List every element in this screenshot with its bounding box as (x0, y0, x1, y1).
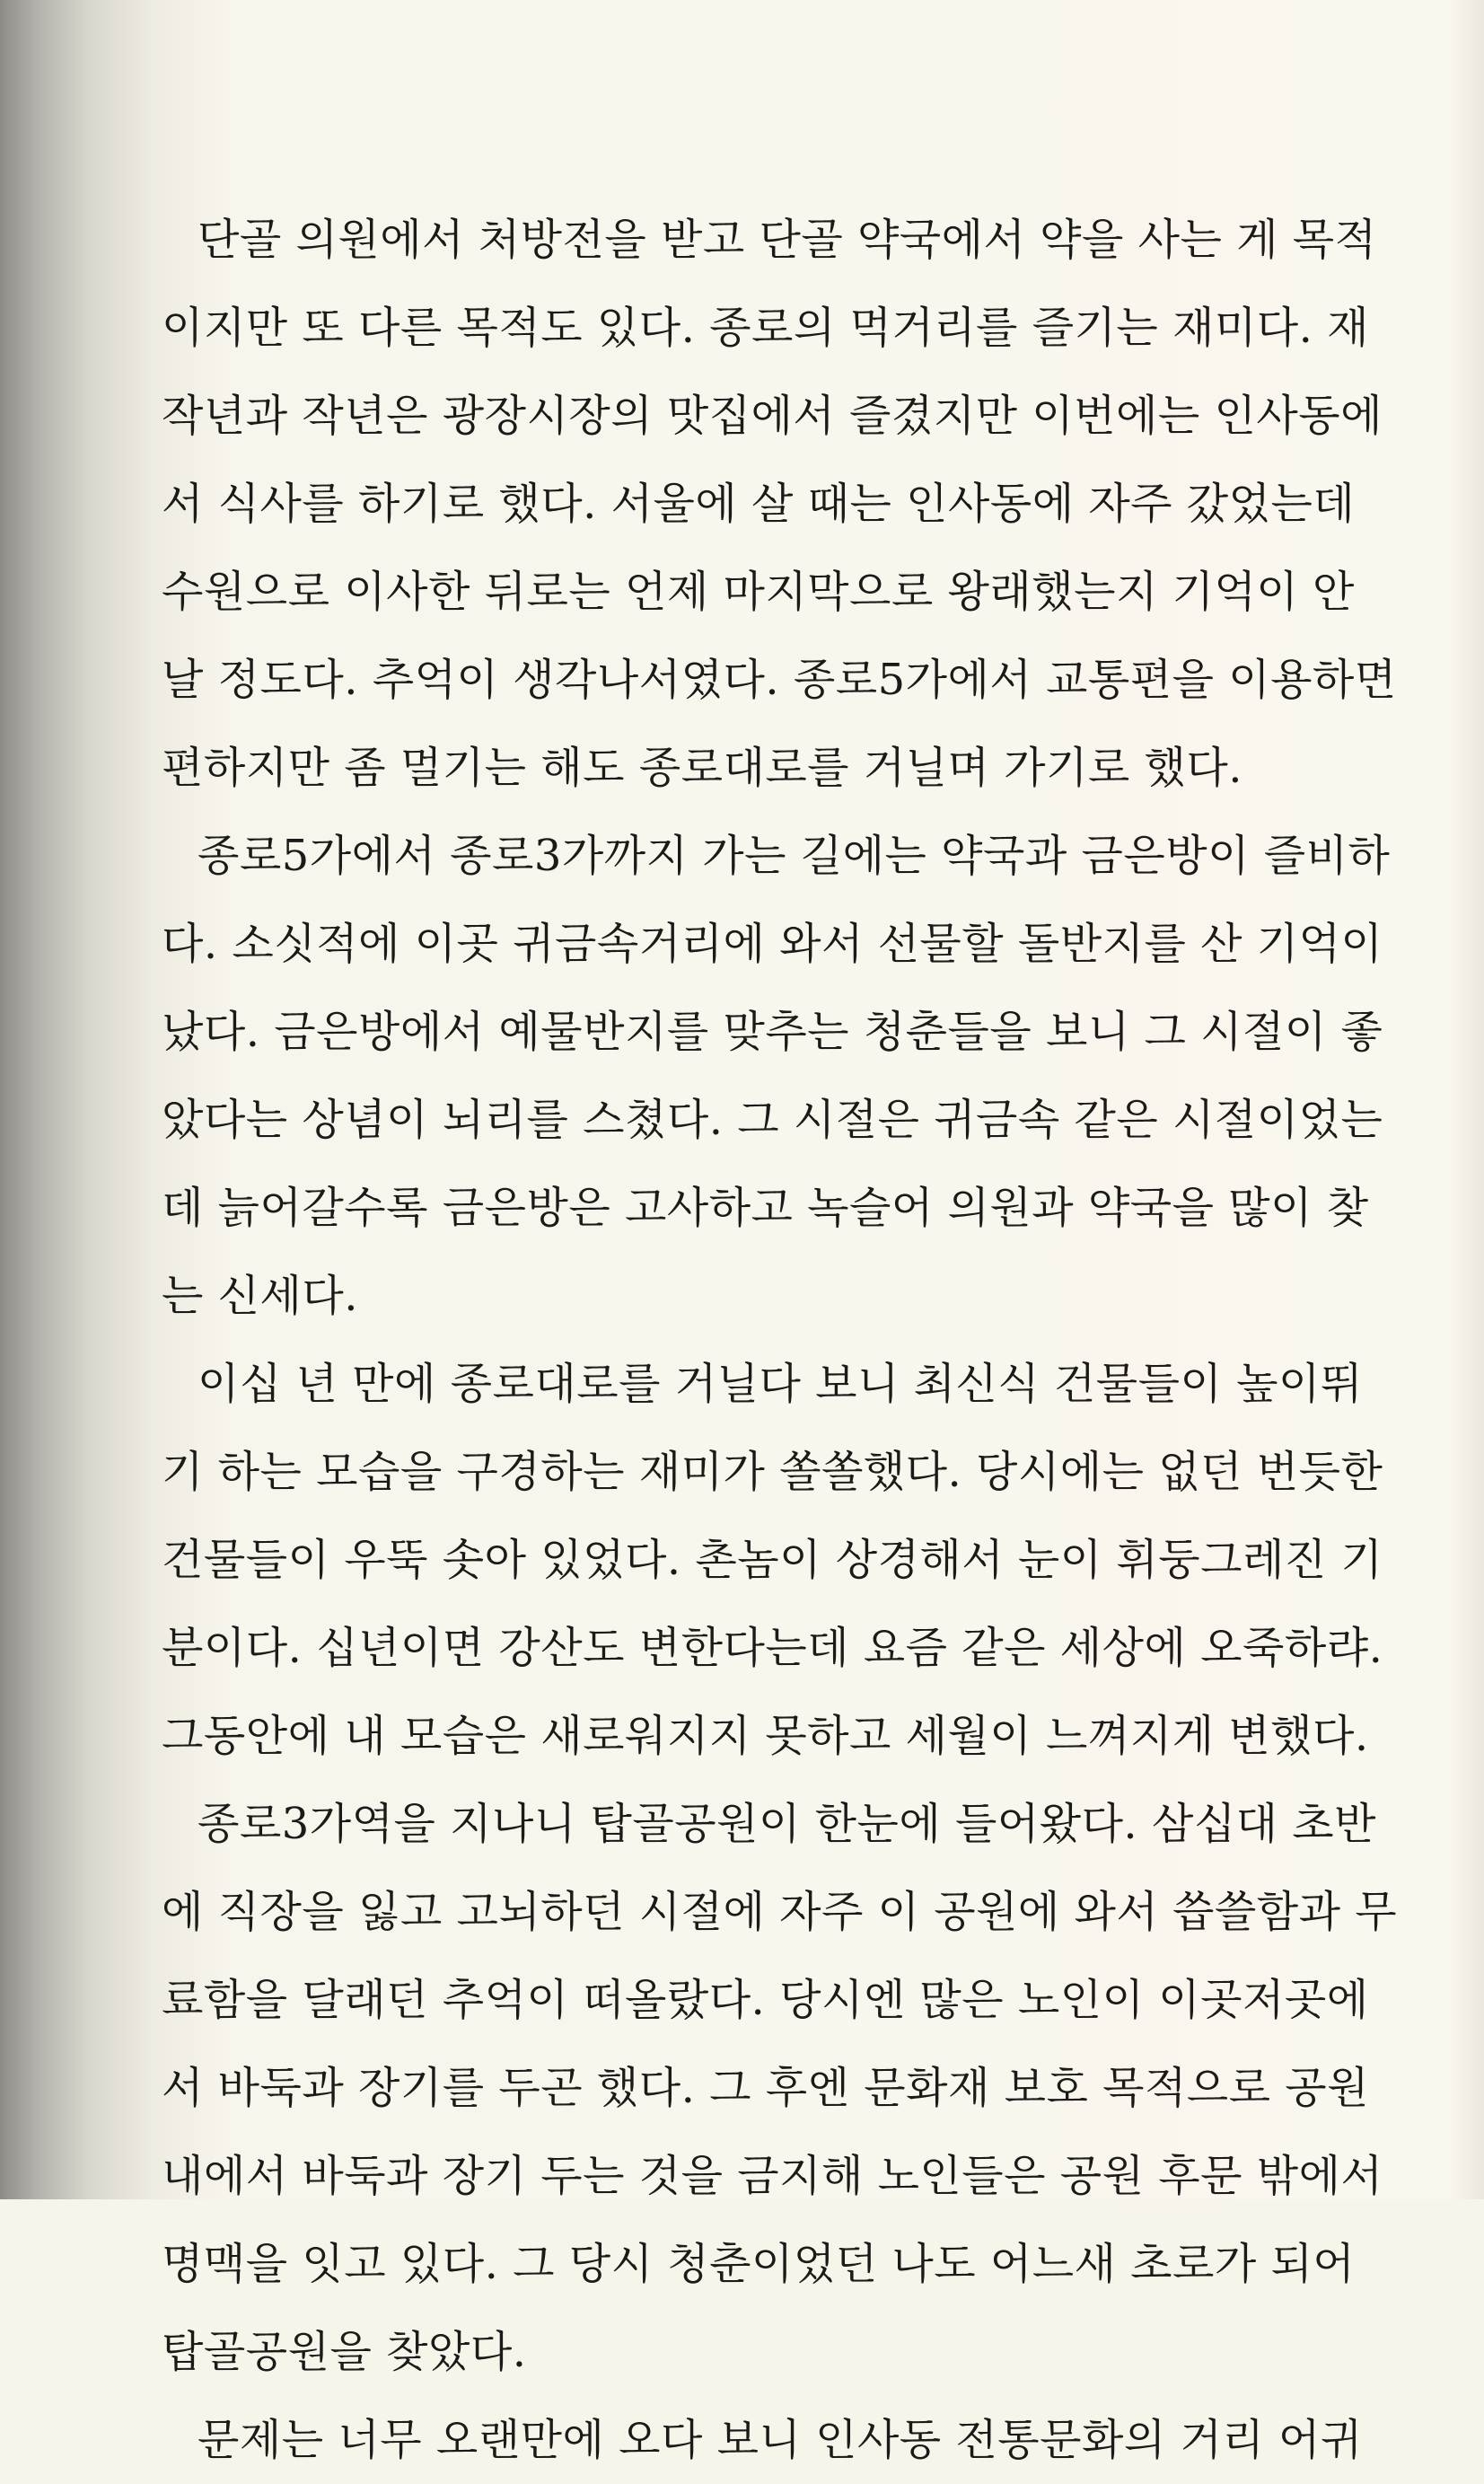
paragraph-3 (162, 1340, 1383, 1780)
text-line: 종로5가에서 종로3가까지 가는 길에는 약국과 금은방이 즐비하 (198, 831, 1391, 881)
paragraph-5 (162, 2396, 1363, 2484)
text-line: 단골 의원에서 처방전을 받고 단골 약국에서 약을 사는 게 목적 (198, 215, 1377, 265)
text-line: 날 정도다. 추억이 생각나서였다. 종로5가에서 교통편을 이용하면 (162, 655, 1397, 705)
text-line: 서 바둑과 장기를 두곤 했다. 그 후엔 문화재 보호 목적으로 공원 (162, 2063, 1370, 2113)
text-line: 았다는 상념이 뇌리를 스쳤다. 그 시절은 귀금속 같은 시절이었는 (162, 1095, 1383, 1145)
text-line: 분이다. 십년이면 강산도 변한다는데 요즘 같은 세상에 오죽하랴. (162, 1623, 1383, 1673)
body-text (162, 196, 1398, 2484)
text-line: 기 하는 모습을 구경하는 재미가 쏠쏠했다. 당시에는 없던 번듯한 (162, 1447, 1383, 1497)
text-line: 그동안에 내 모습은 새로워지지 못하고 세월이 느껴지게 변했다. (162, 1711, 1369, 1761)
text-line: 종로3가역을 지나니 탑골공원이 한눈에 들어왔다. 삼십대 초반 (198, 1799, 1377, 1849)
text-line: 건물들이 우뚝 솟아 있었다. 촌놈이 상경해서 눈이 휘둥그레진 기 (162, 1535, 1383, 1585)
text-line: 탑골공원을 찾았다. (162, 2327, 527, 2377)
text-line: 이십 년 만에 종로대로를 거닐다 보니 최신식 건물들이 높이뛰 (198, 1359, 1363, 1409)
text-line: 에 직장을 잃고 고뇌하던 시절에 자주 이 공원에 와서 씁쓸함과 무 (162, 1887, 1398, 1937)
text-line: 다. 소싯적에 이곳 귀금속거리에 와서 선물할 돌반지를 산 기억이 (162, 919, 1383, 969)
text-line: 문제는 너무 오랜만에 오다 보니 인사동 전통문화의 거리 어귀 (198, 2415, 1363, 2465)
text-line: 서 식사를 하기로 했다. 서울에 살 때는 인사동에 자주 갔었는데 (162, 479, 1356, 529)
paragraph-2 (162, 812, 1391, 1340)
text-line: 났다. 금은방에서 예물반지를 맞추는 청춘들을 보니 그 시절이 좋 (162, 1007, 1383, 1057)
text-line: 수원으로 이사한 뒤로는 언제 마지막으로 왕래했는지 기억이 안 (162, 567, 1355, 617)
text-line: 작년과 작년은 광장시장의 맛집에서 즐겼지만 이번에는 인사동에 (162, 391, 1383, 441)
text-line: 이지만 또 다른 목적도 있다. 종로의 먹거리를 즐기는 재미다. 재 (162, 303, 1370, 353)
text-line: 료함을 달래던 추억이 떠올랐다. 당시엔 많은 노인이 이곳저곳에 (162, 1975, 1369, 2025)
paragraph-4 (162, 1780, 1398, 2396)
paragraph-1 (162, 196, 1397, 812)
text-line: 내에서 바둑과 장기 두는 것을 금지해 노인들은 공원 후문 밖에서 (162, 2151, 1383, 2201)
text-line: 편하지만 좀 멀기는 해도 종로대로를 거닐며 가기로 했다. (162, 743, 1243, 793)
text-line: 데 늙어갈수록 금은방은 고사하고 녹슬어 의원과 약국을 많이 찾 (162, 1183, 1369, 1233)
text-line: 는 신세다. (162, 1271, 358, 1321)
text-line: 명맥을 잇고 있다. 그 당시 청춘이었던 나도 어느새 초로가 되어 (162, 2239, 1356, 2289)
